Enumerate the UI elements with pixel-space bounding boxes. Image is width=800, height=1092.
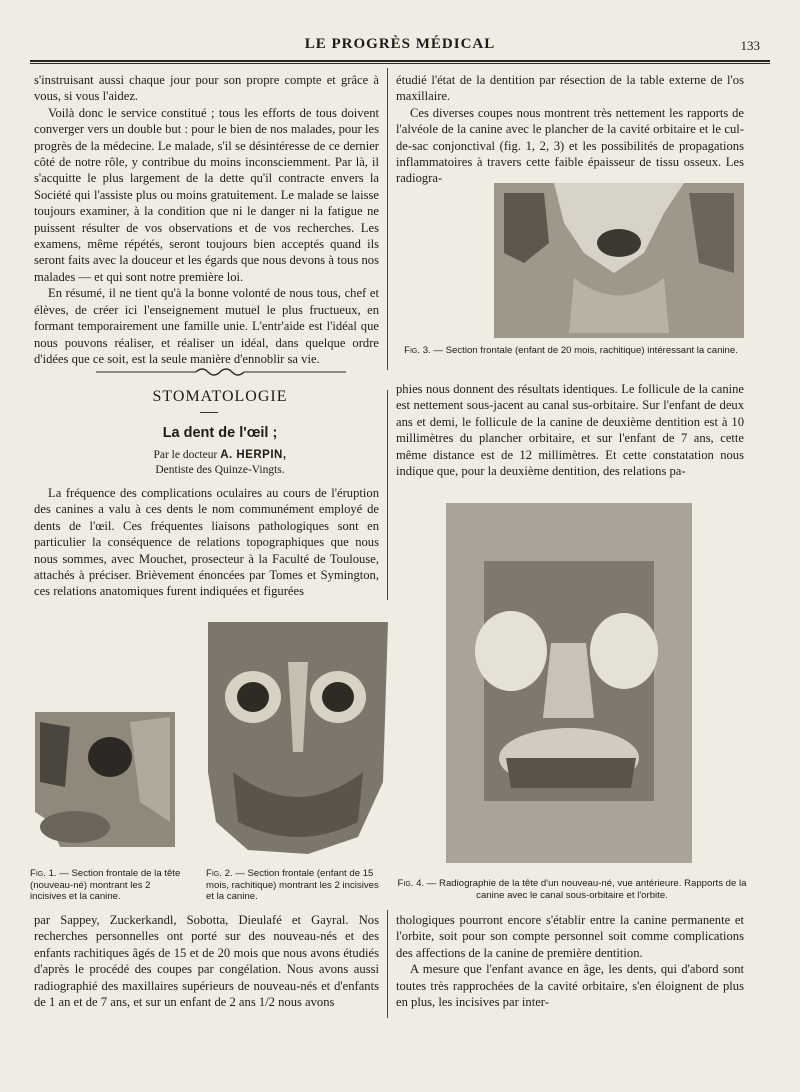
figure-2-illustration	[208, 622, 388, 862]
author-affiliation: Dentiste des Quinze-Vingts.	[155, 464, 285, 476]
paragraph: Ces diverses coupes nous montrent très nettement les rapports de l'alvéole de la canine avec le plancher de la cavité orbitaire et le cul-de-sac conjonctival (fig. 1, 2, 3) et les possibilités de propagations inflammatoires à travers cette faible épaisseur de tissu osseux. Les radiogra-	[396, 105, 744, 186]
paragraph: thologiques pourront encore s'établir entre la canine permanente et l'orbite, soit pour son compte personnel soit comme complications des affections de la canine de première dentition.	[396, 913, 744, 960]
figure-1-caption-text: — Section frontale de la tête (nouveau-né) montrant les 2 incisives et la canine.	[30, 868, 181, 902]
column-divider-top	[387, 68, 388, 370]
figure-1-illustration	[30, 702, 180, 852]
left-column-article-text	[34, 485, 379, 600]
journal-title: LE PROGRÈS MÉDICAL	[304, 36, 496, 52]
paragraph: Voilà donc le service constitué ; tous les efforts de tous doivent converger vers un double but : pour le bien de nos malades, pour les progrès de la médecine. Le malade, s'il se désintéresse de ce dernier côté de notre rôle, y contribue du moins inconsciemment. Par là, il s'acquitte le plus largement de la dette qu'il contracte envers la Société qui l'assiste plus ou moins gratuitement. Le malade se laisse toujours examiner, à la condition que ni le danger ni la fatigue ne puissent résulter de vos observations et de vos recherches. Les examens, même répétés, seront toujours bien acceptés quand ils seront faits avec la douceur et les égards que nous devons à tous nos malades — et qui sont notre première loi.	[34, 105, 379, 284]
paragraph: A mesure que l'enfant avance en âge, les dents, qui d'abord sont toutes très rapprochées de la cavité orbitaire, s'en éloignent de plus en plus, les incisives par inter-	[396, 962, 744, 1010]
column-divider-bottom	[387, 910, 388, 1018]
figure-1-label: Fig. 1.	[30, 868, 57, 879]
figure-1-caption	[30, 868, 185, 903]
figure-3-caption-text: — Section frontale (enfant de 20 mois, rachitique) intéressant la canine.	[430, 345, 738, 356]
right-column-middle-text	[396, 381, 744, 479]
section-ornament	[96, 364, 346, 380]
figure-3-label: Fig. 3.	[404, 345, 431, 356]
paragraph: La fréquence des complications oculaires au cours de l'éruption des canines a valu à ces dents le nom communément employé de dents de l'œil. Ces fréquentes liaisons pathologiques sont en particulier la conséquence de relations topographiques que nous nous sommes, avec Mouchet, prosecteur à la Faculté de Toulouse, attachés à préciser. Brièvement énoncées par Tomes et Symington, ces relations anatomiques furent indiquées et figurées	[34, 486, 379, 599]
paragraph: s'instruisant aussi chaque jour pour son propre compte et grâce à vous, si vous l'aidez.	[34, 73, 379, 104]
right-column-top-text	[396, 72, 744, 187]
figure-4-radiograph	[446, 503, 692, 863]
article-title: La dent de l'œil ;	[162, 425, 278, 441]
figure-2-caption-text: — Section frontale (enfant de 15 mois, rachitique) montrant les 2 incisives et la canine.	[206, 868, 379, 902]
figure-3-caption	[396, 345, 746, 357]
section-title: STOMATOLOGIE	[152, 388, 288, 405]
byline	[60, 448, 380, 478]
left-column-top-text	[34, 72, 379, 367]
byline-prefix: Par le docteur	[153, 449, 221, 461]
header-rule-thin	[30, 63, 770, 64]
column-divider-middle	[387, 390, 388, 600]
title-rule	[200, 412, 218, 413]
bottom-left-text	[34, 912, 379, 1010]
paragraph: étudié l'état de la dentition par résection de la table externe de l'os maxillaire.	[396, 73, 744, 104]
bottom-right-text	[396, 912, 744, 1010]
page-number: 133	[740, 38, 760, 53]
author-name: A. HERPIN,	[220, 449, 287, 461]
figure-3-illustration	[494, 183, 744, 338]
figure-4-label: Fig. 4.	[397, 878, 425, 889]
figure-4-caption	[396, 878, 748, 901]
paragraph: par Sappey, Zuckerkandl, Sobotta, Dieulafé et Gayral. Nos recherches personnelles ont porté sur des nouveau-nés et des enfants rachitiques âgés de 15 et de 20 mois que nous avons étudiés d'après le procédé des coupes par congélation. Nous avons aussi radiographié des maxillaires supérieurs de nouveau-nés et d'enfants de 1 an et de 7 ans, et sur un enfant de 2 ans 1/2 nous avons	[34, 913, 379, 1010]
header-rule	[30, 60, 770, 62]
figure-4-caption-text: — Radiographie de la tête d'un nouveau-né, vue antérieure. Rapports de la canine avec le canal sous-orbitaire et l'orbite.	[424, 878, 747, 901]
paragraph: En résumé, il ne tient qu'à la bonne volonté de nous tous, chef et élèves, de créer ici l'enseignement mutuel le plus fructueux, en formant temporairement une famille unie. L'entr'aide est l'idéal que nous pouvons réaliser, et réaliser un idéal, dans quelque ordre d'idées que ce soit, est la seule manière d'ennoblir sa vie.	[34, 286, 379, 366]
figure-2-label: Fig. 2.	[206, 868, 233, 879]
paragraph: phies nous donnent des résultats identiques. Le follicule de la canine est nettement sous-jacent au canal sus-orbitaire. Sur l'enfant de deux ans et demi, le follicule de la canine de deuxième dentition est à 10 millimètres du plancher orbitaire, et sur l'enfant de 7 ans, cette même distance est de 12 millimètres. Et cette constatation nous indique que, pour la deuxième dentition, des relations pa-	[396, 382, 744, 479]
figure-2-caption	[206, 868, 386, 903]
